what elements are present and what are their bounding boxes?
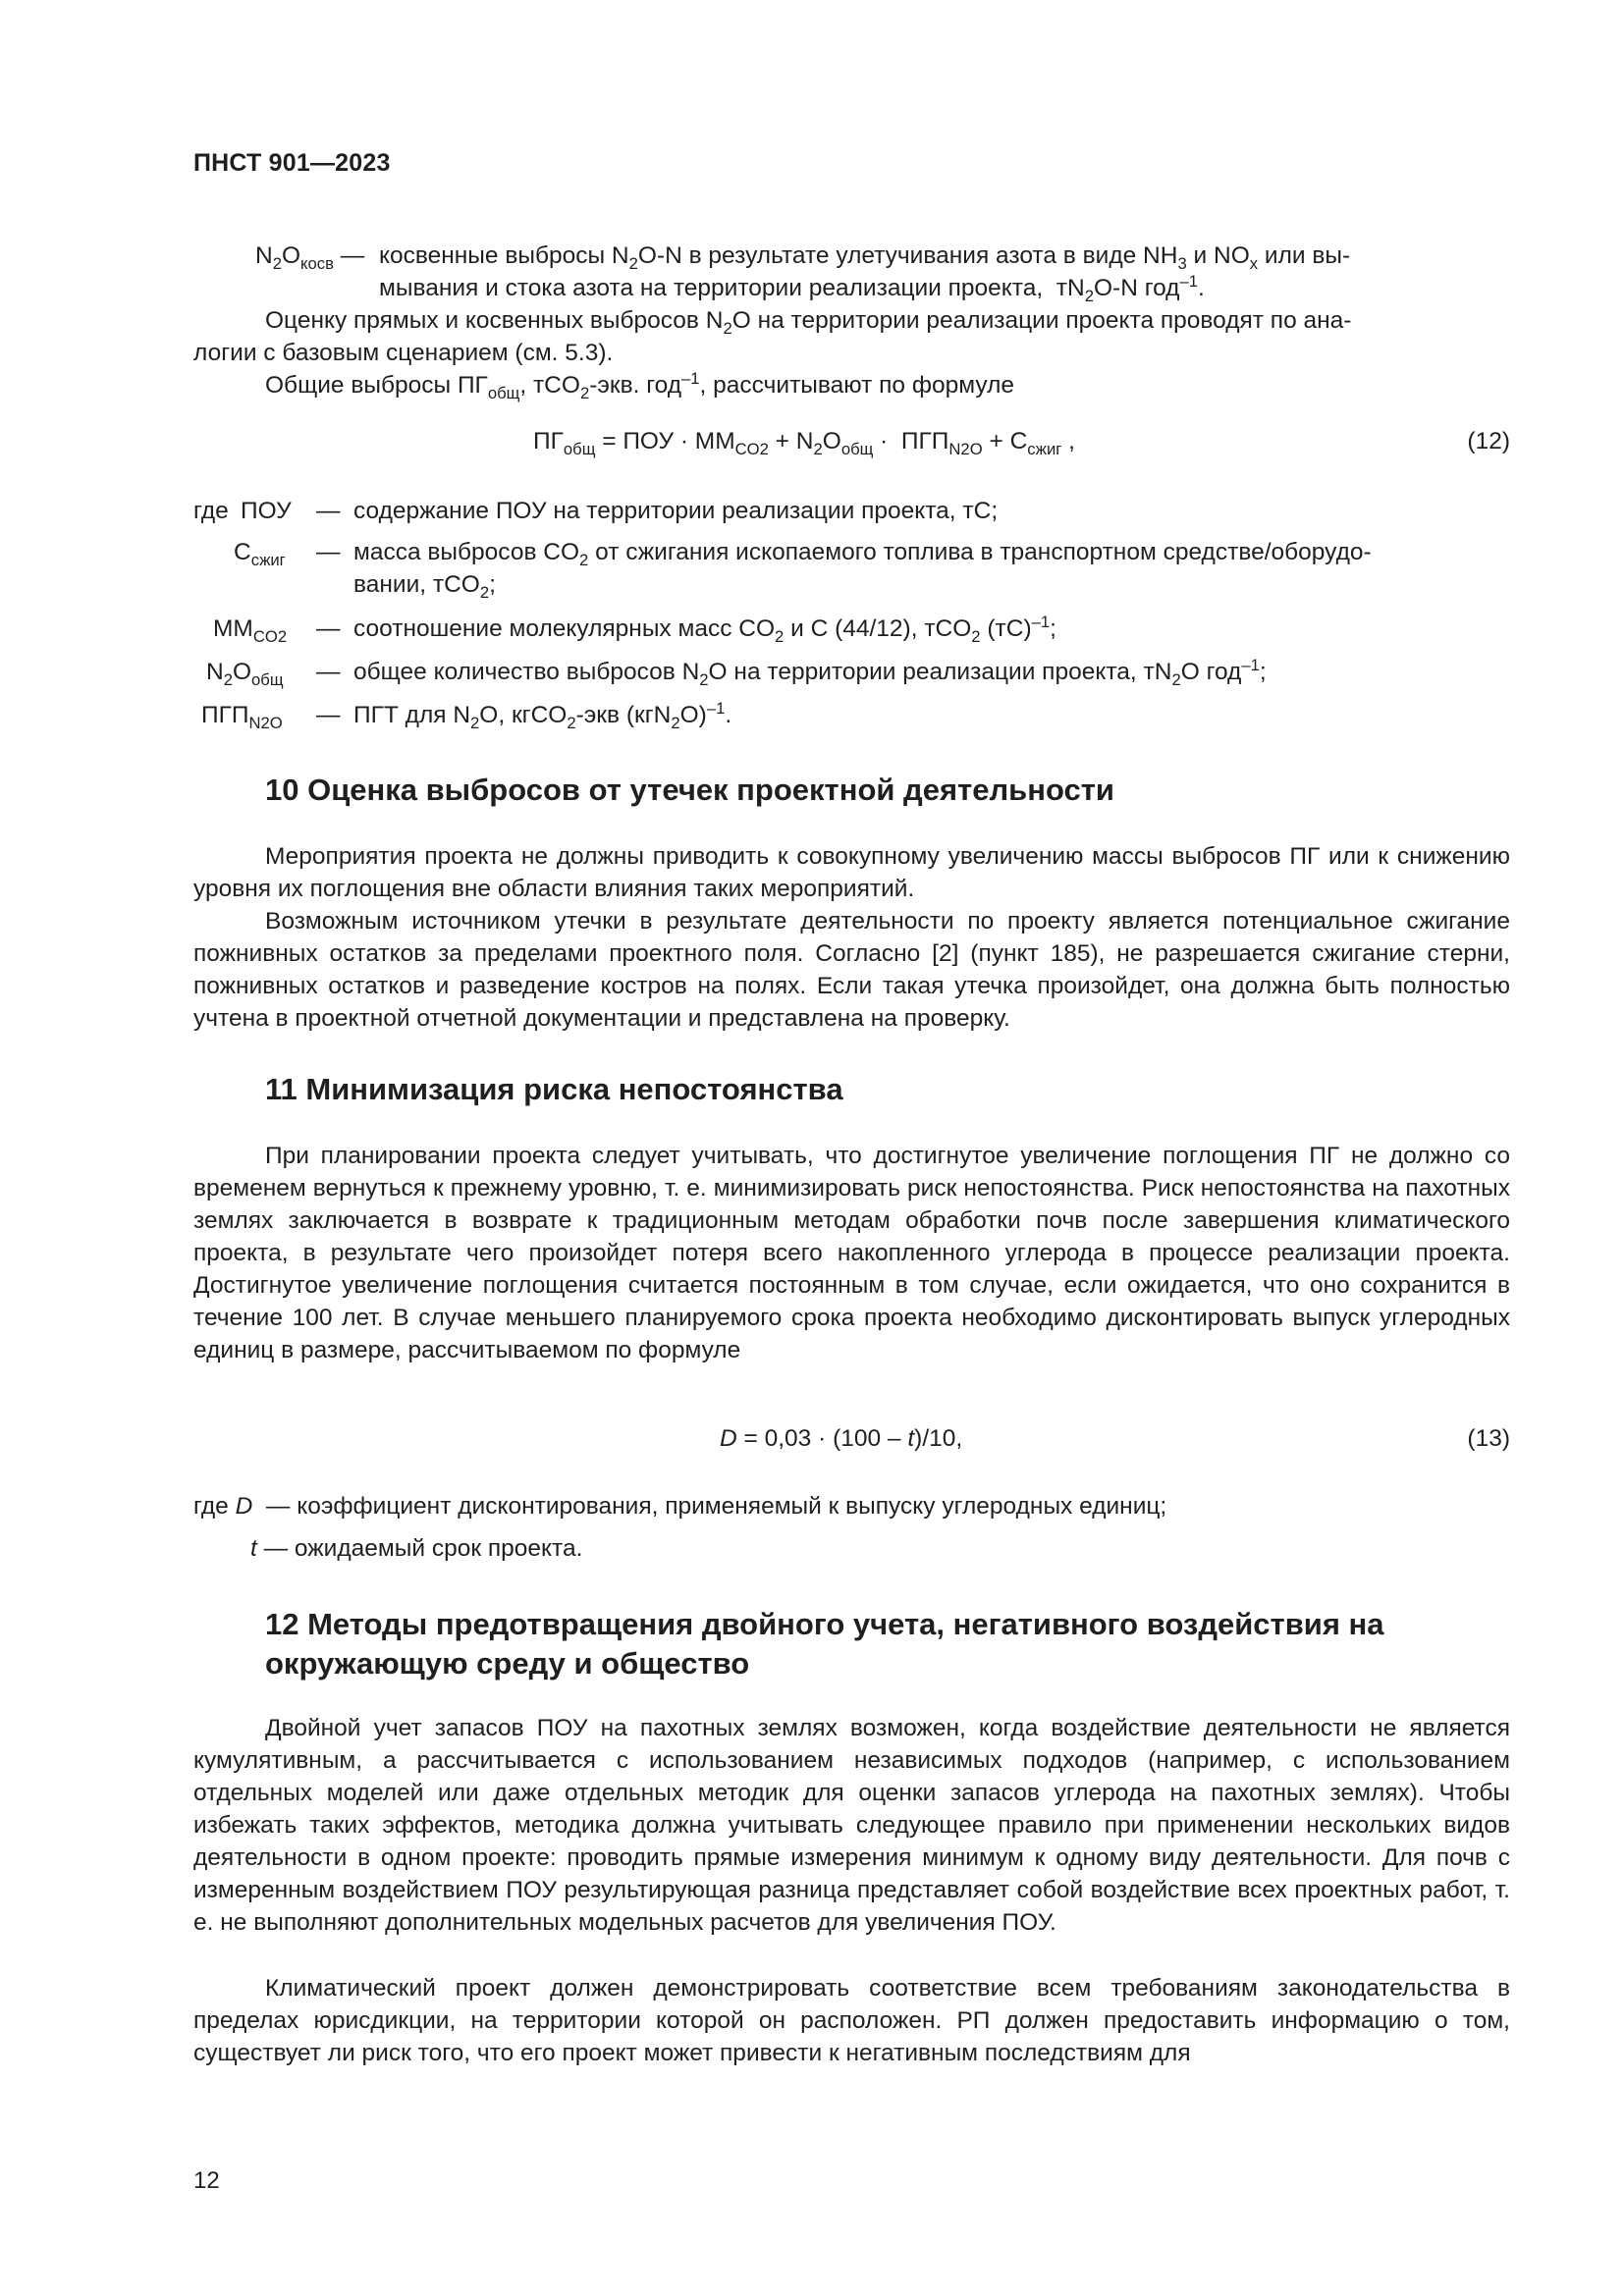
term-c-szhig: $C_{сжиг}$	[234, 539, 286, 569]
section-10-title: 10 Оценка выбросов от утечек проектной деятельности	[265, 773, 1114, 807]
dash: —	[316, 539, 341, 565]
section-12-paragraph-2: Климатический проект должен демонстрировать соответствие всем требованиям законодательства в пределах юрисдикции, на территории которой он расположен. РП должен предоставить информацию о том, существует ли риск того, что его проект может привести к негативным последствиям для	[193, 1975, 1510, 2066]
section-12-title: 12 Методы предотвращения двойного учета, негативного воздействия на окружающую среду и общество	[265, 1607, 1384, 1681]
document-header: ПНСТ 901—2023	[193, 149, 391, 177]
section-10-paragraph-1: Мероприятия проекта не должны приводить к совокупному увеличению массы выбросов ПГ или к снижению уровня их поглощения вне области влияния таких мероприятий.	[193, 843, 1510, 902]
definition-pgp-n2o: ПГТ для $N_2O$, кгCO$_2$-экв $(кгN_2O)^{-1}$.	[353, 698, 732, 732]
dash: —	[316, 615, 341, 642]
definition-mm-co2: соотношение молекулярных масс $CO_2$ и C (44/12), тCO$_2$ (тС)$^{-1}$;	[353, 612, 1056, 646]
dash: —	[316, 498, 341, 524]
dash: —	[316, 702, 341, 728]
paragraph-total-emissions: Общие выбросы $ПГ_{общ}$, тCO$_2$-экв. год$^{-1}$, рассчитывают по формуле	[265, 368, 1014, 402]
formula-12: $ПГ_{общ}$ = ПОУ · $MM_{CO2} + N_2O_{общ} \cdot ПГП_{N2O} + C_{сжиг}$ ,	[533, 428, 1075, 458]
dash: —	[316, 659, 341, 685]
definition-c-szhig: масса выбросов $CO_2$ от сжигания ископаемого топлива в транспортном средстве/оборудо- вании, тCO$_2$;	[353, 539, 1372, 602]
section-10-paragraph-2: Возможным источником утечки в результате деятельности по проекту является потенциальное сжигание пожнивных остатков за пределами проектного поля. Согласно [2] (пункт 185), не разрешается сжигание стерни, пожнивных остатков и разведение костров на полях. Если такая утечка произойдет, она должна быть полностью учтена в проектной отчетной документации и представлена на проверку.	[193, 908, 1510, 1032]
where-label: где	[193, 498, 229, 524]
section-11-title: 11 Минимизация риска непостоянства	[265, 1072, 843, 1106]
page-number: 12	[193, 2167, 220, 2194]
definition-n2o-obsch: общее количество выбросов $N_2O$ на территории реализации проекта, $тN_2O$ год$^{-1}$;	[353, 655, 1267, 689]
paragraph-n2o-estimate: Оценку прямых и косвенных выбросов $N_2O$ на территории реализации проекта проводят по ана- логии с базовым сценарием (см. 5.3).	[193, 307, 1352, 366]
term-n2o-kosv: $N_2O_{косв}$ —	[255, 242, 365, 273]
equation-number-13: (13)	[1467, 1425, 1510, 1452]
section-12-paragraph-1: Двойной учет запасов ПОУ на пахотных землях возможен, когда воздействие деятельности не является кумулятивным, а рассчитывается с использованием независимых подходов (например, с использованием отдельных моделей или даже отдельных методик для оценки запасов углерода на пахотных землях). Чтобы избежать таких эффектов, методика должна учитывать следующее правило при применении нескольких видов деятельности в одном проекте: проводить прямые измерения минимум к одному виду деятельности. Для почв с измеренным воздействием ПОУ результирующая разница представляет собой воздействие всех проектных работ, т. е. не выполняют дополнительных модельных расчетов для увеличения ПОУ.	[193, 1715, 1510, 1936]
formula-13: D = 0,03 · (100 – t)/10,	[720, 1425, 963, 1452]
equation-number-12: (12)	[1467, 428, 1510, 454]
section-11-paragraph-1: При планировании проекта следует учитывать, что достигнутое увеличение поглощения ПГ не должно со временем вернуться к прежнему уровню, т. е. минимизировать риск непостоянства. Риск непостоянства на пахотных землях заключается в возврате к традиционным методам обработки почв после завершения климатического проекта, в результате чего произойдет потеря всего накопленного углерода в процессе реализации проекта. Достигнутое увеличение поглощения считается постоянным в том случае, если ожидается, что оно сохранится в течение 100 лет. В случае меньшего планируемого срока проекта необходимо дисконтировать выпуск углеродных единиц в размере, рассчитываемом по формуле	[193, 1143, 1510, 1363]
definition-n2o-kosv: косвенные выбросы $N_2O-N$ в результате улетучивания азота в виде $NH_3$ и $NO_x$ или вы- мывания и стока азота на территории реализации проекта, $тN_2O-N$ год$^{-1}$.	[379, 242, 1351, 305]
definition-pou: содержание ПОУ на территории реализации проекта, тС;	[353, 498, 999, 524]
term-mm-co2: $MM_{CO2}$	[213, 615, 288, 646]
term-pou: ПОУ	[241, 498, 292, 524]
term-n2o-obsch: $N_2O_{общ}$	[206, 659, 284, 689]
definition-t: t — ожидаемый срок проекта.	[250, 1535, 583, 1562]
definition-d: где D — коэффициент дисконтирования, применяемый к выпуску углеродных единиц;	[193, 1493, 1167, 1520]
term-pgp-n2o: $ПГП_{N2O}$	[201, 702, 283, 732]
